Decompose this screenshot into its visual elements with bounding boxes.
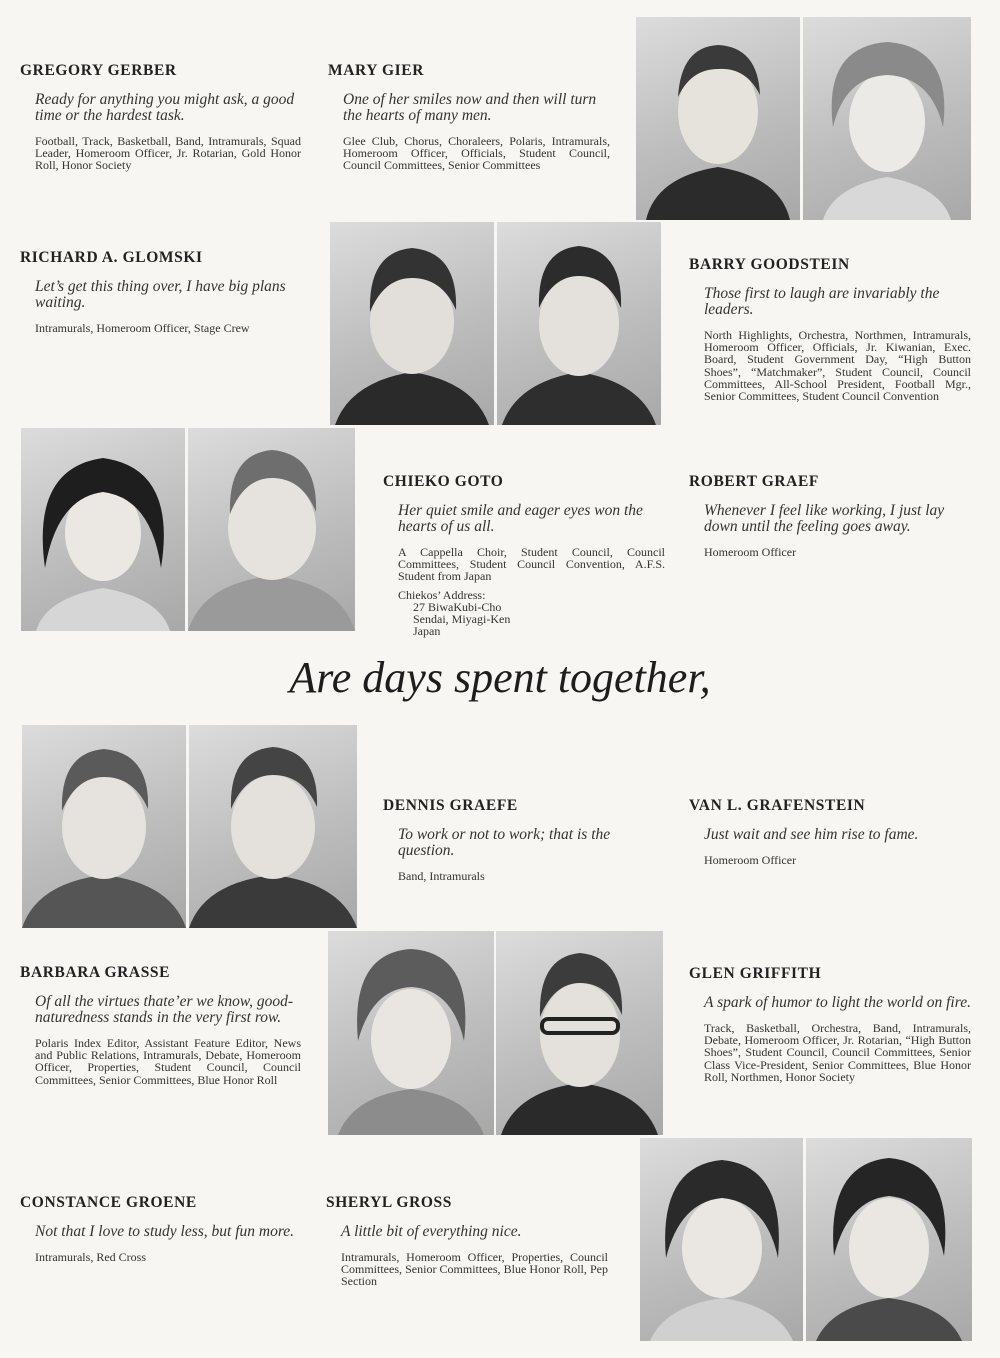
- student-activities: Intramurals, Homeroom Officer, Stage Crew: [35, 321, 250, 335]
- student-activities: Football, Track, Basketball, Band, Intramurals, Squad Leader, Homeroom Officer, Jr. Rotarian, Gold Honor Roll, Honor Society: [35, 134, 301, 173]
- student-quote: Let’s get this thing over, I have big plans waiting.: [35, 278, 286, 311]
- student-quote: Those first to laugh are invariably the leaders.: [704, 285, 940, 318]
- entry-goodstein: [689, 256, 971, 402]
- entry-gier: [328, 62, 610, 172]
- address-line: Sendai, Miyagi-Ken: [413, 611, 511, 626]
- student-name: GLEN GRIFFITH: [689, 965, 822, 982]
- student-quote: Ready for anything you might ask, a good time or the hardest task.: [35, 91, 295, 124]
- student-quote: Whenever I feel like working, I just lay down until the feeling goes away.: [704, 502, 945, 535]
- student-name: GREGORY GERBER: [20, 62, 177, 79]
- portrait-photo-glomski: [330, 222, 494, 425]
- entry-grafenstein: [689, 797, 971, 866]
- student-name: MARY GIER: [328, 62, 424, 79]
- portrait-photo-goto: [21, 428, 185, 631]
- entry-glomski: [20, 249, 301, 334]
- portrait-photo-grafenstein: [189, 725, 357, 928]
- entry-griffith: [689, 965, 971, 1083]
- portrait-photo-groene: [640, 1138, 803, 1341]
- student-name: VAN L. GRAFENSTEIN: [689, 797, 866, 814]
- entry-graef: [689, 473, 971, 558]
- portrait-photo-graefe: [22, 725, 186, 928]
- entry-grasse: [20, 964, 301, 1086]
- portrait-photo-gerber: [636, 17, 800, 220]
- address-line: Japan: [413, 623, 441, 638]
- portrait-photo-grasse: [328, 931, 494, 1135]
- portrait-photo-graef: [188, 428, 355, 631]
- student-quote: A little bit of everything nice.: [341, 1223, 522, 1240]
- student-activities: Intramurals, Red Cross: [35, 1250, 146, 1264]
- student-quote: One of her smiles now and then will turn the hearts of many men.: [343, 91, 597, 124]
- student-activities: Polaris Index Editor, Assistant Feature Editor, News and Public Relations, Intramurals, Debate, Homeroom Officer, Properties, Student Council, Council Committees, Senior Committees, Blue Honor Roll: [35, 1036, 301, 1087]
- banner-caption: Are days spent together,: [289, 653, 711, 702]
- student-name: CHIEKO GOTO: [383, 473, 504, 490]
- portrait-photo-gier: [803, 17, 971, 220]
- entry-graefe: [383, 797, 665, 882]
- student-quote: Not that I love to study less, but fun more.: [35, 1223, 295, 1240]
- student-activities: Band, Intramurals: [398, 869, 485, 883]
- portrait-photo-gross: [806, 1138, 972, 1341]
- address-line: 27 BiwaKubi-Cho: [413, 599, 502, 614]
- student-name: ROBERT GRAEF: [689, 473, 819, 490]
- student-activities: Intramurals, Homeroom Officer, Properties, Council Committees, Senior Committees, Blue Honor Roll, Pep Section: [341, 1250, 608, 1289]
- student-activities: A Cappella Choir, Student Council, Council Committees, Student Council Convention, A.F.S. Student from Japan: [398, 545, 665, 584]
- student-activities: Track, Basketball, Orchestra, Band, Intramurals, Debate, Homeroom Officer, Jr. Rotarian, “High Button Shoes”, Student Council, Council Committees, Senior Class Vice-President, Senior Committees, Blue Honor Roll, Northmen, Honor Society: [704, 1021, 971, 1084]
- student-activities: Homeroom Officer: [704, 545, 797, 559]
- entry-goto: [383, 473, 665, 637]
- student-quote: Just wait and see him rise to fame.: [704, 826, 919, 843]
- student-name: DENNIS GRAEFE: [383, 797, 518, 814]
- student-quote: Of all the virtues thate’er we know, good-naturedness stands in the very first row.: [35, 993, 293, 1026]
- portrait-photo-griffith: [496, 931, 663, 1135]
- student-activities: Homeroom Officer: [704, 853, 797, 867]
- entry-gerber: [20, 62, 301, 172]
- student-name: BARRY GOODSTEIN: [689, 256, 850, 273]
- address-label: Chiekos’ Address:: [398, 587, 486, 602]
- student-quote: A spark of humor to light the world on fire.: [704, 994, 971, 1011]
- portrait-photo-goodstein: [497, 222, 661, 425]
- student-quote: To work or not to work; that is the question.: [398, 826, 611, 859]
- student-activities: North Highlights, Orchestra, Northmen, Intramurals, Homeroom Officer, Officials, Jr. Kiwanian, Exec. Board, Student Government Day, “High Button Shoes”, “Matchmaker”, Student Council, Council Committees, All-School President, Football Mgr., Senior Committees, Student Council Convention: [704, 328, 971, 404]
- entry-gross: [326, 1194, 608, 1288]
- student-name: SHERYL GROSS: [326, 1194, 452, 1211]
- student-name: RICHARD A. GLOMSKI: [20, 249, 203, 266]
- student-activities: Glee Club, Chorus, Choraleers, Polaris, Intramurals, Homeroom Officer, Officials, Student Council, Council Committees, Senior Committees: [343, 134, 610, 173]
- entry-groene: [20, 1194, 301, 1263]
- student-name: CONSTANCE GROENE: [20, 1194, 197, 1211]
- student-name: BARBARA GRASSE: [20, 964, 171, 981]
- student-quote: Her quiet smile and eager eyes won the hearts of us all.: [398, 502, 643, 535]
